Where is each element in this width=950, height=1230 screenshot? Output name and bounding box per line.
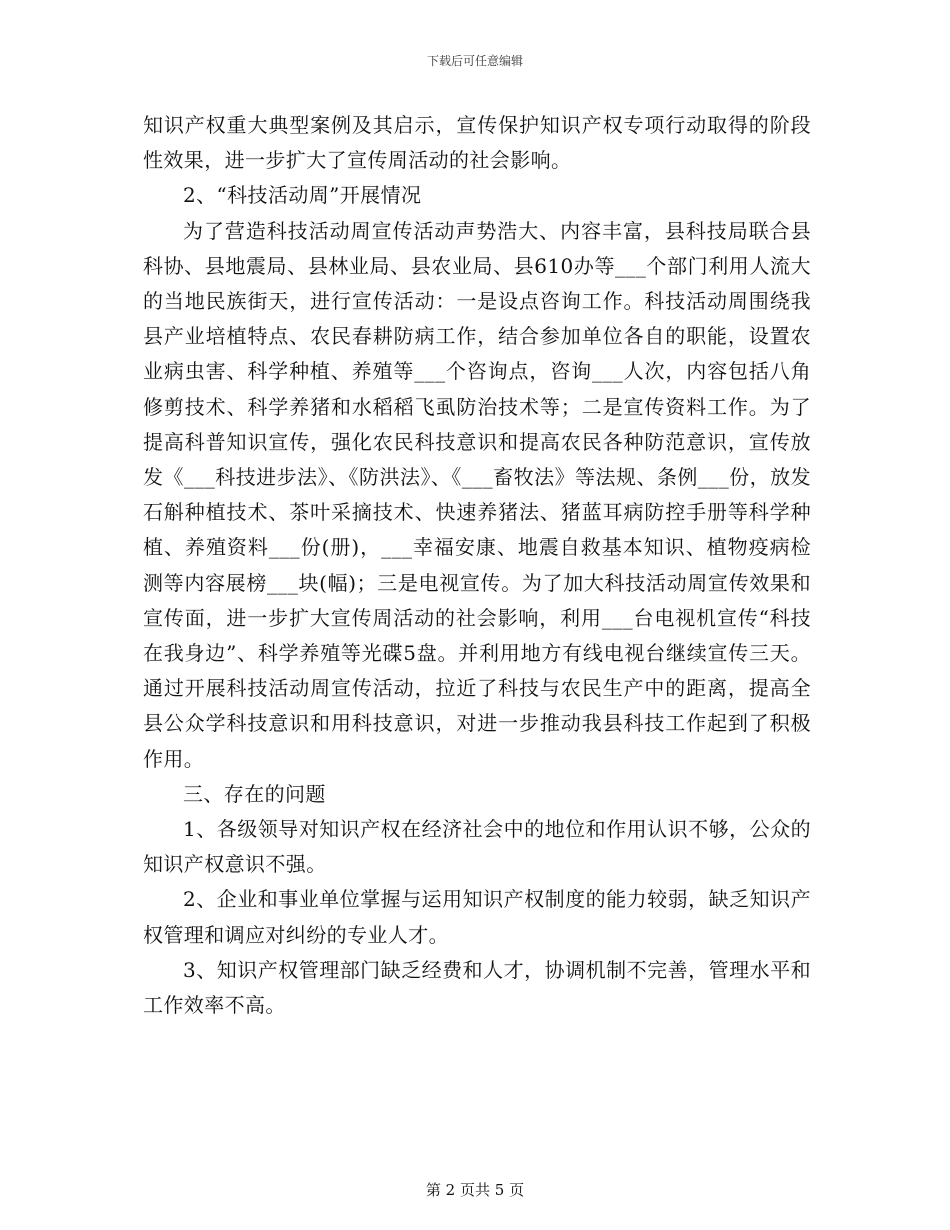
list-item: 1、各级领导对知识产权在经济社会中的地位和作用认识不够，公众的知识产权意识不强。 [143, 817, 811, 877]
page-footer: 第 2 页共 5 页 [425, 1181, 525, 1199]
section-heading: 2、“科技活动周”开展情况 [183, 183, 422, 208]
list-item: 3、知识产权管理部门缺乏经费和人才，协调机制不完善，管理水平和工作效率不高。 [143, 957, 811, 1018]
paragraph: 为了营造科技活动周宣传活动声势浩大、内容丰富，县科技局联合县科协、县地震局、县林业局、县农业局、县610办等___个部门利用人流大的当地民族街天，进行宣传活动：一是设点咨询工作。科技活动周围绕我县产业培植特点、农民春耕防病工作，结合参加单位各自的职能，设置农业病虫害、科学种植、养殖等___个咨询点，咨询___人次，内容包括八角修剪技术、科学养猪和水稻稻飞虱防治技术等；二是宣传资料工作。为了提高科普知识宣传，强化农民科技意识和提高农民各种防范意识，宣传放发《___科技进步法》、《防洪法》、《___畜牧法》等法规、条例___份，放发石斛种植技术、茶叶采摘技术、快速养猪法、猪蓝耳病防控手册等科学种植、养殖资料___份(册)，___幸福安康、地震自救基本知识、植物疫病检测等内容展榜___块(幅)；三是电视宣传。为了加大科技活动周宣传效果和宣传面，进一步扩大宣传周活动的社会影响，利用___台电视机宣传“科技在我身边”、科学养殖等光碟5盘。并利用地方有线电视台继续宣传三天。通过开展科技活动周宣传活动，拉近了科技与农民生产中的距离，提高全县公众学科技意识和用科技意识，对进一步推动我县科技工作起到了积极作用。 [143, 218, 811, 771]
document-body [143, 108, 811, 1023]
list-item: 2、企业和事业单位掌握与运用知识产权制度的能力较弱，缺乏知识产权管理和调应对纠纷的专业人才。 [143, 887, 811, 947]
paragraph: 知识产权重大典型案例及其启示，宣传保护知识产权专项行动取得的阶段性效果，进一步扩大了宣传周活动的社会影响。 [143, 113, 811, 173]
section-heading: 三、存在的问题 [183, 781, 326, 806]
page-header: 下载后可任意编辑 [426, 54, 523, 68]
